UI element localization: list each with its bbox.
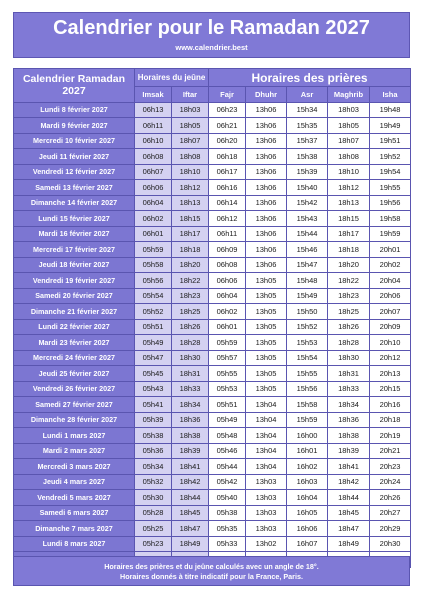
page-title: Calendrier pour le Ramadan 2027	[53, 17, 370, 39]
asr-cell: 15h55	[287, 366, 328, 382]
dhuhr-cell: 13h04	[246, 412, 287, 428]
imsak-cell: 05h32	[135, 474, 172, 490]
maghrib-cell: 18h47	[328, 521, 370, 537]
iftar-cell: 18h15	[172, 211, 209, 227]
date-cell: Lundi 15 février 2027	[14, 211, 135, 227]
table-row	[14, 118, 411, 134]
fajr-cell: 06h12	[209, 211, 246, 227]
imsak-cell: 05h39	[135, 412, 172, 428]
isha-cell: 20h27	[370, 505, 411, 521]
maghrib-cell: 18h30	[328, 350, 370, 366]
fajr-cell: 06h02	[209, 304, 246, 320]
isha-cell: 19h55	[370, 180, 411, 196]
iftar-cell: 18h42	[172, 474, 209, 490]
fajr-cell: 06h23	[209, 102, 246, 118]
footer-note	[13, 556, 410, 586]
asr-cell: 15h54	[287, 350, 328, 366]
date-cell: Vendredi 5 mars 2027	[14, 490, 135, 506]
asr-cell: 16h02	[287, 459, 328, 475]
date-cell: Lundi 1 mars 2027	[14, 428, 135, 444]
dhuhr-cell: 13h03	[246, 505, 287, 521]
date-cell: Mercredi 10 février 2027	[14, 133, 135, 149]
imsak-cell: 06h01	[135, 226, 172, 242]
imsak-cell: 05h47	[135, 350, 172, 366]
date-cell: Mardi 9 février 2027	[14, 118, 135, 134]
maghrib-cell: 18h49	[328, 536, 370, 552]
isha-cell: 20h29	[370, 521, 411, 537]
isha-cell: 19h48	[370, 102, 411, 118]
isha-cell: 20h04	[370, 273, 411, 289]
table-row	[14, 397, 411, 413]
isha-cell: 19h56	[370, 195, 411, 211]
maghrib-cell: 18h22	[328, 273, 370, 289]
table-row	[14, 164, 411, 180]
iftar-cell: 18h33	[172, 381, 209, 397]
iftar-cell: 18h41	[172, 459, 209, 475]
iftar-cell: 18h34	[172, 397, 209, 413]
date-cell: Mercredi 24 février 2027	[14, 350, 135, 366]
imsak-cell: 06h06	[135, 180, 172, 196]
imsak-cell: 05h56	[135, 273, 172, 289]
iftar-cell: 18h07	[172, 133, 209, 149]
dhuhr-cell: 13h06	[246, 226, 287, 242]
isha-cell: 19h49	[370, 118, 411, 134]
iftar-cell: 18h49	[172, 536, 209, 552]
iftar-cell: 18h22	[172, 273, 209, 289]
table-row	[14, 319, 411, 335]
asr-cell: 15h53	[287, 335, 328, 351]
table-row	[14, 490, 411, 506]
dhuhr-cell: 13h06	[246, 180, 287, 196]
maghrib-cell: 18h28	[328, 335, 370, 351]
asr-cell: 15h37	[287, 133, 328, 149]
imsak-cell: 06h08	[135, 149, 172, 165]
maghrib-cell: 18h33	[328, 381, 370, 397]
column-header-dhuhr: Dhuhr	[246, 87, 287, 103]
table-row	[14, 102, 411, 118]
imsak-cell: 05h34	[135, 459, 172, 475]
fajr-cell: 05h38	[209, 505, 246, 521]
table-row	[14, 459, 411, 475]
iftar-cell: 18h18	[172, 242, 209, 258]
ramadan-calendar-table	[13, 68, 411, 568]
maghrib-cell: 18h10	[328, 164, 370, 180]
table-row	[14, 133, 411, 149]
asr-cell: 15h48	[287, 273, 328, 289]
fajr-cell: 05h46	[209, 443, 246, 459]
imsak-cell: 05h41	[135, 397, 172, 413]
table-row	[14, 149, 411, 165]
asr-cell: 15h35	[287, 118, 328, 134]
column-header-imsak: Imsak	[135, 87, 172, 103]
asr-cell: 16h03	[287, 474, 328, 490]
imsak-cell: 05h45	[135, 366, 172, 382]
maghrib-cell: 18h25	[328, 304, 370, 320]
dhuhr-cell: 13h06	[246, 164, 287, 180]
date-cell: Mardi 23 février 2027	[14, 335, 135, 351]
isha-cell: 20h24	[370, 474, 411, 490]
fajr-cell: 06h08	[209, 257, 246, 273]
isha-cell: 20h23	[370, 459, 411, 475]
imsak-cell: 05h36	[135, 443, 172, 459]
imsak-cell: 05h43	[135, 381, 172, 397]
dhuhr-cell: 13h04	[246, 459, 287, 475]
iftar-cell: 18h13	[172, 195, 209, 211]
dhuhr-cell: 13h05	[246, 273, 287, 289]
table-row	[14, 242, 411, 258]
dhuhr-cell: 13h05	[246, 381, 287, 397]
maghrib-cell: 18h45	[328, 505, 370, 521]
date-cell: Samedi 13 février 2027	[14, 180, 135, 196]
asr-cell: 16h05	[287, 505, 328, 521]
maghrib-cell: 18h26	[328, 319, 370, 335]
asr-cell: 16h04	[287, 490, 328, 506]
date-cell: Vendredi 26 février 2027	[14, 381, 135, 397]
date-cell: Lundi 8 mars 2027	[14, 536, 135, 552]
isha-cell: 20h16	[370, 397, 411, 413]
iftar-cell: 18h36	[172, 412, 209, 428]
maghrib-cell: 18h36	[328, 412, 370, 428]
iftar-cell: 18h26	[172, 319, 209, 335]
fajr-cell: 06h01	[209, 319, 246, 335]
dhuhr-cell: 13h02	[246, 536, 287, 552]
date-cell: Dimanche 14 février 2027	[14, 195, 135, 211]
isha-cell: 20h07	[370, 304, 411, 320]
isha-cell: 20h21	[370, 443, 411, 459]
asr-cell: 15h56	[287, 381, 328, 397]
date-cell: Dimanche 7 mars 2027	[14, 521, 135, 537]
fajr-cell: 05h48	[209, 428, 246, 444]
table-row	[14, 381, 411, 397]
iftar-cell: 18h10	[172, 164, 209, 180]
table-row	[14, 521, 411, 537]
asr-cell: 15h39	[287, 164, 328, 180]
column-header-iftar: Iftar	[172, 87, 209, 103]
imsak-cell: 05h51	[135, 319, 172, 335]
iftar-cell: 18h08	[172, 149, 209, 165]
fajr-cell: 06h20	[209, 133, 246, 149]
dhuhr-cell: 13h04	[246, 443, 287, 459]
iftar-cell: 18h28	[172, 335, 209, 351]
table-row	[14, 428, 411, 444]
maghrib-cell: 18h18	[328, 242, 370, 258]
fajr-cell: 06h14	[209, 195, 246, 211]
maghrib-cell: 18h17	[328, 226, 370, 242]
imsak-cell: 06h07	[135, 164, 172, 180]
fasting-times-header: Horaires du jeûne	[135, 69, 209, 87]
fajr-cell: 05h42	[209, 474, 246, 490]
fajr-cell: 06h06	[209, 273, 246, 289]
maghrib-cell: 18h34	[328, 397, 370, 413]
fajr-cell: 06h21	[209, 118, 246, 134]
iftar-cell: 18h20	[172, 257, 209, 273]
fajr-cell: 05h53	[209, 381, 246, 397]
asr-cell: 15h47	[287, 257, 328, 273]
iftar-cell: 18h23	[172, 288, 209, 304]
fajr-cell: 05h59	[209, 335, 246, 351]
maghrib-cell: 18h44	[328, 490, 370, 506]
asr-cell: 15h58	[287, 397, 328, 413]
imsak-cell: 05h59	[135, 242, 172, 258]
dhuhr-cell: 13h03	[246, 474, 287, 490]
site-url: www.calendrier.best	[175, 43, 248, 52]
fajr-cell: 05h49	[209, 412, 246, 428]
fajr-cell: 05h33	[209, 536, 246, 552]
dhuhr-cell: 13h05	[246, 288, 287, 304]
imsak-cell: 06h02	[135, 211, 172, 227]
dhuhr-cell: 13h06	[246, 195, 287, 211]
table-row	[14, 335, 411, 351]
fajr-cell: 05h57	[209, 350, 246, 366]
iftar-cell: 18h47	[172, 521, 209, 537]
column-header-maghrib: Maghrib	[328, 87, 370, 103]
dhuhr-cell: 13h06	[246, 133, 287, 149]
isha-cell: 20h02	[370, 257, 411, 273]
dhuhr-cell: 13h05	[246, 335, 287, 351]
iftar-cell: 18h44	[172, 490, 209, 506]
isha-cell: 20h15	[370, 381, 411, 397]
iftar-cell: 18h31	[172, 366, 209, 382]
date-cell: Samedi 6 mars 2027	[14, 505, 135, 521]
isha-cell: 20h06	[370, 288, 411, 304]
isha-cell: 20h13	[370, 366, 411, 382]
imsak-cell: 05h30	[135, 490, 172, 506]
isha-cell: 20h30	[370, 536, 411, 552]
fajr-cell: 06h17	[209, 164, 246, 180]
asr-cell: 16h06	[287, 521, 328, 537]
dhuhr-cell: 13h05	[246, 366, 287, 382]
dhuhr-cell: 13h04	[246, 428, 287, 444]
footer-line-2: Horaires donnés à titre indicatif pour la France, Paris.	[120, 572, 303, 581]
asr-cell: 15h40	[287, 180, 328, 196]
date-column-header: Calendrier Ramadan 2027	[14, 69, 135, 103]
table-row	[14, 350, 411, 366]
table-row	[14, 412, 411, 428]
asr-cell: 15h49	[287, 288, 328, 304]
dhuhr-cell: 13h03	[246, 490, 287, 506]
dhuhr-cell: 13h04	[246, 397, 287, 413]
table-row	[14, 180, 411, 196]
isha-cell: 19h58	[370, 211, 411, 227]
date-cell: Jeudi 18 février 2027	[14, 257, 135, 273]
table-row	[14, 211, 411, 227]
maghrib-cell: 18h07	[328, 133, 370, 149]
column-header-asr: Asr	[287, 87, 328, 103]
iftar-cell: 18h12	[172, 180, 209, 196]
isha-cell: 20h10	[370, 335, 411, 351]
date-cell: Jeudi 4 mars 2027	[14, 474, 135, 490]
fajr-cell: 05h44	[209, 459, 246, 475]
maghrib-cell: 18h23	[328, 288, 370, 304]
column-header-isha: Isha	[370, 87, 411, 103]
fajr-cell: 06h04	[209, 288, 246, 304]
maghrib-cell: 18h42	[328, 474, 370, 490]
imsak-cell: 06h11	[135, 118, 172, 134]
imsak-cell: 05h25	[135, 521, 172, 537]
date-cell: Mardi 16 février 2027	[14, 226, 135, 242]
imsak-cell: 05h23	[135, 536, 172, 552]
date-cell: Dimanche 28 février 2027	[14, 412, 135, 428]
iftar-cell: 18h05	[172, 118, 209, 134]
dhuhr-cell: 13h05	[246, 319, 287, 335]
maghrib-cell: 18h08	[328, 149, 370, 165]
table-row	[14, 257, 411, 273]
column-header-fajr: Fajr	[209, 87, 246, 103]
imsak-cell: 05h52	[135, 304, 172, 320]
date-cell: Samedi 27 février 2027	[14, 397, 135, 413]
date-cell: Vendredi 19 février 2027	[14, 273, 135, 289]
table-row	[14, 443, 411, 459]
dhuhr-cell: 13h05	[246, 350, 287, 366]
isha-cell: 20h18	[370, 412, 411, 428]
table-row	[14, 474, 411, 490]
maghrib-cell: 18h31	[328, 366, 370, 382]
asr-cell: 15h43	[287, 211, 328, 227]
date-cell: Jeudi 11 février 2027	[14, 149, 135, 165]
imsak-cell: 05h49	[135, 335, 172, 351]
fajr-cell: 05h35	[209, 521, 246, 537]
dhuhr-cell: 13h03	[246, 521, 287, 537]
iftar-cell: 18h25	[172, 304, 209, 320]
isha-cell: 20h01	[370, 242, 411, 258]
prayer-times-header: Horaires des prières	[209, 69, 411, 87]
asr-cell: 15h38	[287, 149, 328, 165]
maghrib-cell: 18h41	[328, 459, 370, 475]
page-header	[13, 12, 410, 58]
imsak-cell: 06h04	[135, 195, 172, 211]
isha-cell: 19h59	[370, 226, 411, 242]
asr-cell: 15h50	[287, 304, 328, 320]
dhuhr-cell: 13h05	[246, 304, 287, 320]
asr-cell: 15h52	[287, 319, 328, 335]
dhuhr-cell: 13h06	[246, 102, 287, 118]
isha-cell: 20h12	[370, 350, 411, 366]
asr-cell: 15h46	[287, 242, 328, 258]
iftar-cell: 18h17	[172, 226, 209, 242]
fajr-cell: 06h18	[209, 149, 246, 165]
table-row	[14, 226, 411, 242]
maghrib-cell: 18h03	[328, 102, 370, 118]
dhuhr-cell: 13h06	[246, 257, 287, 273]
iftar-cell: 18h45	[172, 505, 209, 521]
fajr-cell: 06h11	[209, 226, 246, 242]
isha-cell: 19h52	[370, 149, 411, 165]
asr-cell: 16h00	[287, 428, 328, 444]
iftar-cell: 18h39	[172, 443, 209, 459]
asr-cell: 15h34	[287, 102, 328, 118]
maghrib-cell: 18h15	[328, 211, 370, 227]
asr-cell: 16h01	[287, 443, 328, 459]
asr-cell: 16h07	[287, 536, 328, 552]
date-cell: Dimanche 21 février 2027	[14, 304, 135, 320]
dhuhr-cell: 13h06	[246, 149, 287, 165]
table-row	[14, 304, 411, 320]
imsak-cell: 05h58	[135, 257, 172, 273]
isha-cell: 20h19	[370, 428, 411, 444]
fajr-cell: 06h09	[209, 242, 246, 258]
date-cell: Lundi 8 février 2027	[14, 102, 135, 118]
footer-line-1: Horaires des prières et du jeûne calculés avec un angle de 18°.	[104, 562, 319, 571]
maghrib-cell: 18h38	[328, 428, 370, 444]
date-cell: Samedi 20 février 2027	[14, 288, 135, 304]
isha-cell: 19h51	[370, 133, 411, 149]
iftar-cell: 18h03	[172, 102, 209, 118]
dhuhr-cell: 13h06	[246, 242, 287, 258]
maghrib-cell: 18h20	[328, 257, 370, 273]
date-cell: Mercredi 3 mars 2027	[14, 459, 135, 475]
date-cell: Lundi 22 février 2027	[14, 319, 135, 335]
date-cell: Mardi 2 mars 2027	[14, 443, 135, 459]
asr-cell: 15h42	[287, 195, 328, 211]
calendar-body	[14, 102, 411, 567]
isha-cell: 20h09	[370, 319, 411, 335]
iftar-cell: 18h30	[172, 350, 209, 366]
asr-cell: 15h44	[287, 226, 328, 242]
fajr-cell: 05h51	[209, 397, 246, 413]
table-row	[14, 288, 411, 304]
date-cell: Vendredi 12 février 2027	[14, 164, 135, 180]
date-cell: Jeudi 25 février 2027	[14, 366, 135, 382]
table-row	[14, 505, 411, 521]
table-row	[14, 195, 411, 211]
dhuhr-cell: 13h06	[246, 118, 287, 134]
imsak-cell: 06h10	[135, 133, 172, 149]
fajr-cell: 05h55	[209, 366, 246, 382]
isha-cell: 20h26	[370, 490, 411, 506]
table-row	[14, 366, 411, 382]
fajr-cell: 06h16	[209, 180, 246, 196]
maghrib-cell: 18h05	[328, 118, 370, 134]
imsak-cell: 05h54	[135, 288, 172, 304]
iftar-cell: 18h38	[172, 428, 209, 444]
table-row	[14, 273, 411, 289]
maghrib-cell: 18h13	[328, 195, 370, 211]
table-row	[14, 536, 411, 552]
maghrib-cell: 18h12	[328, 180, 370, 196]
imsak-cell: 06h13	[135, 102, 172, 118]
date-cell: Mercredi 17 février 2027	[14, 242, 135, 258]
dhuhr-cell: 13h06	[246, 211, 287, 227]
imsak-cell: 05h38	[135, 428, 172, 444]
maghrib-cell: 18h39	[328, 443, 370, 459]
imsak-cell: 05h28	[135, 505, 172, 521]
isha-cell: 19h54	[370, 164, 411, 180]
fajr-cell: 05h40	[209, 490, 246, 506]
asr-cell: 15h59	[287, 412, 328, 428]
